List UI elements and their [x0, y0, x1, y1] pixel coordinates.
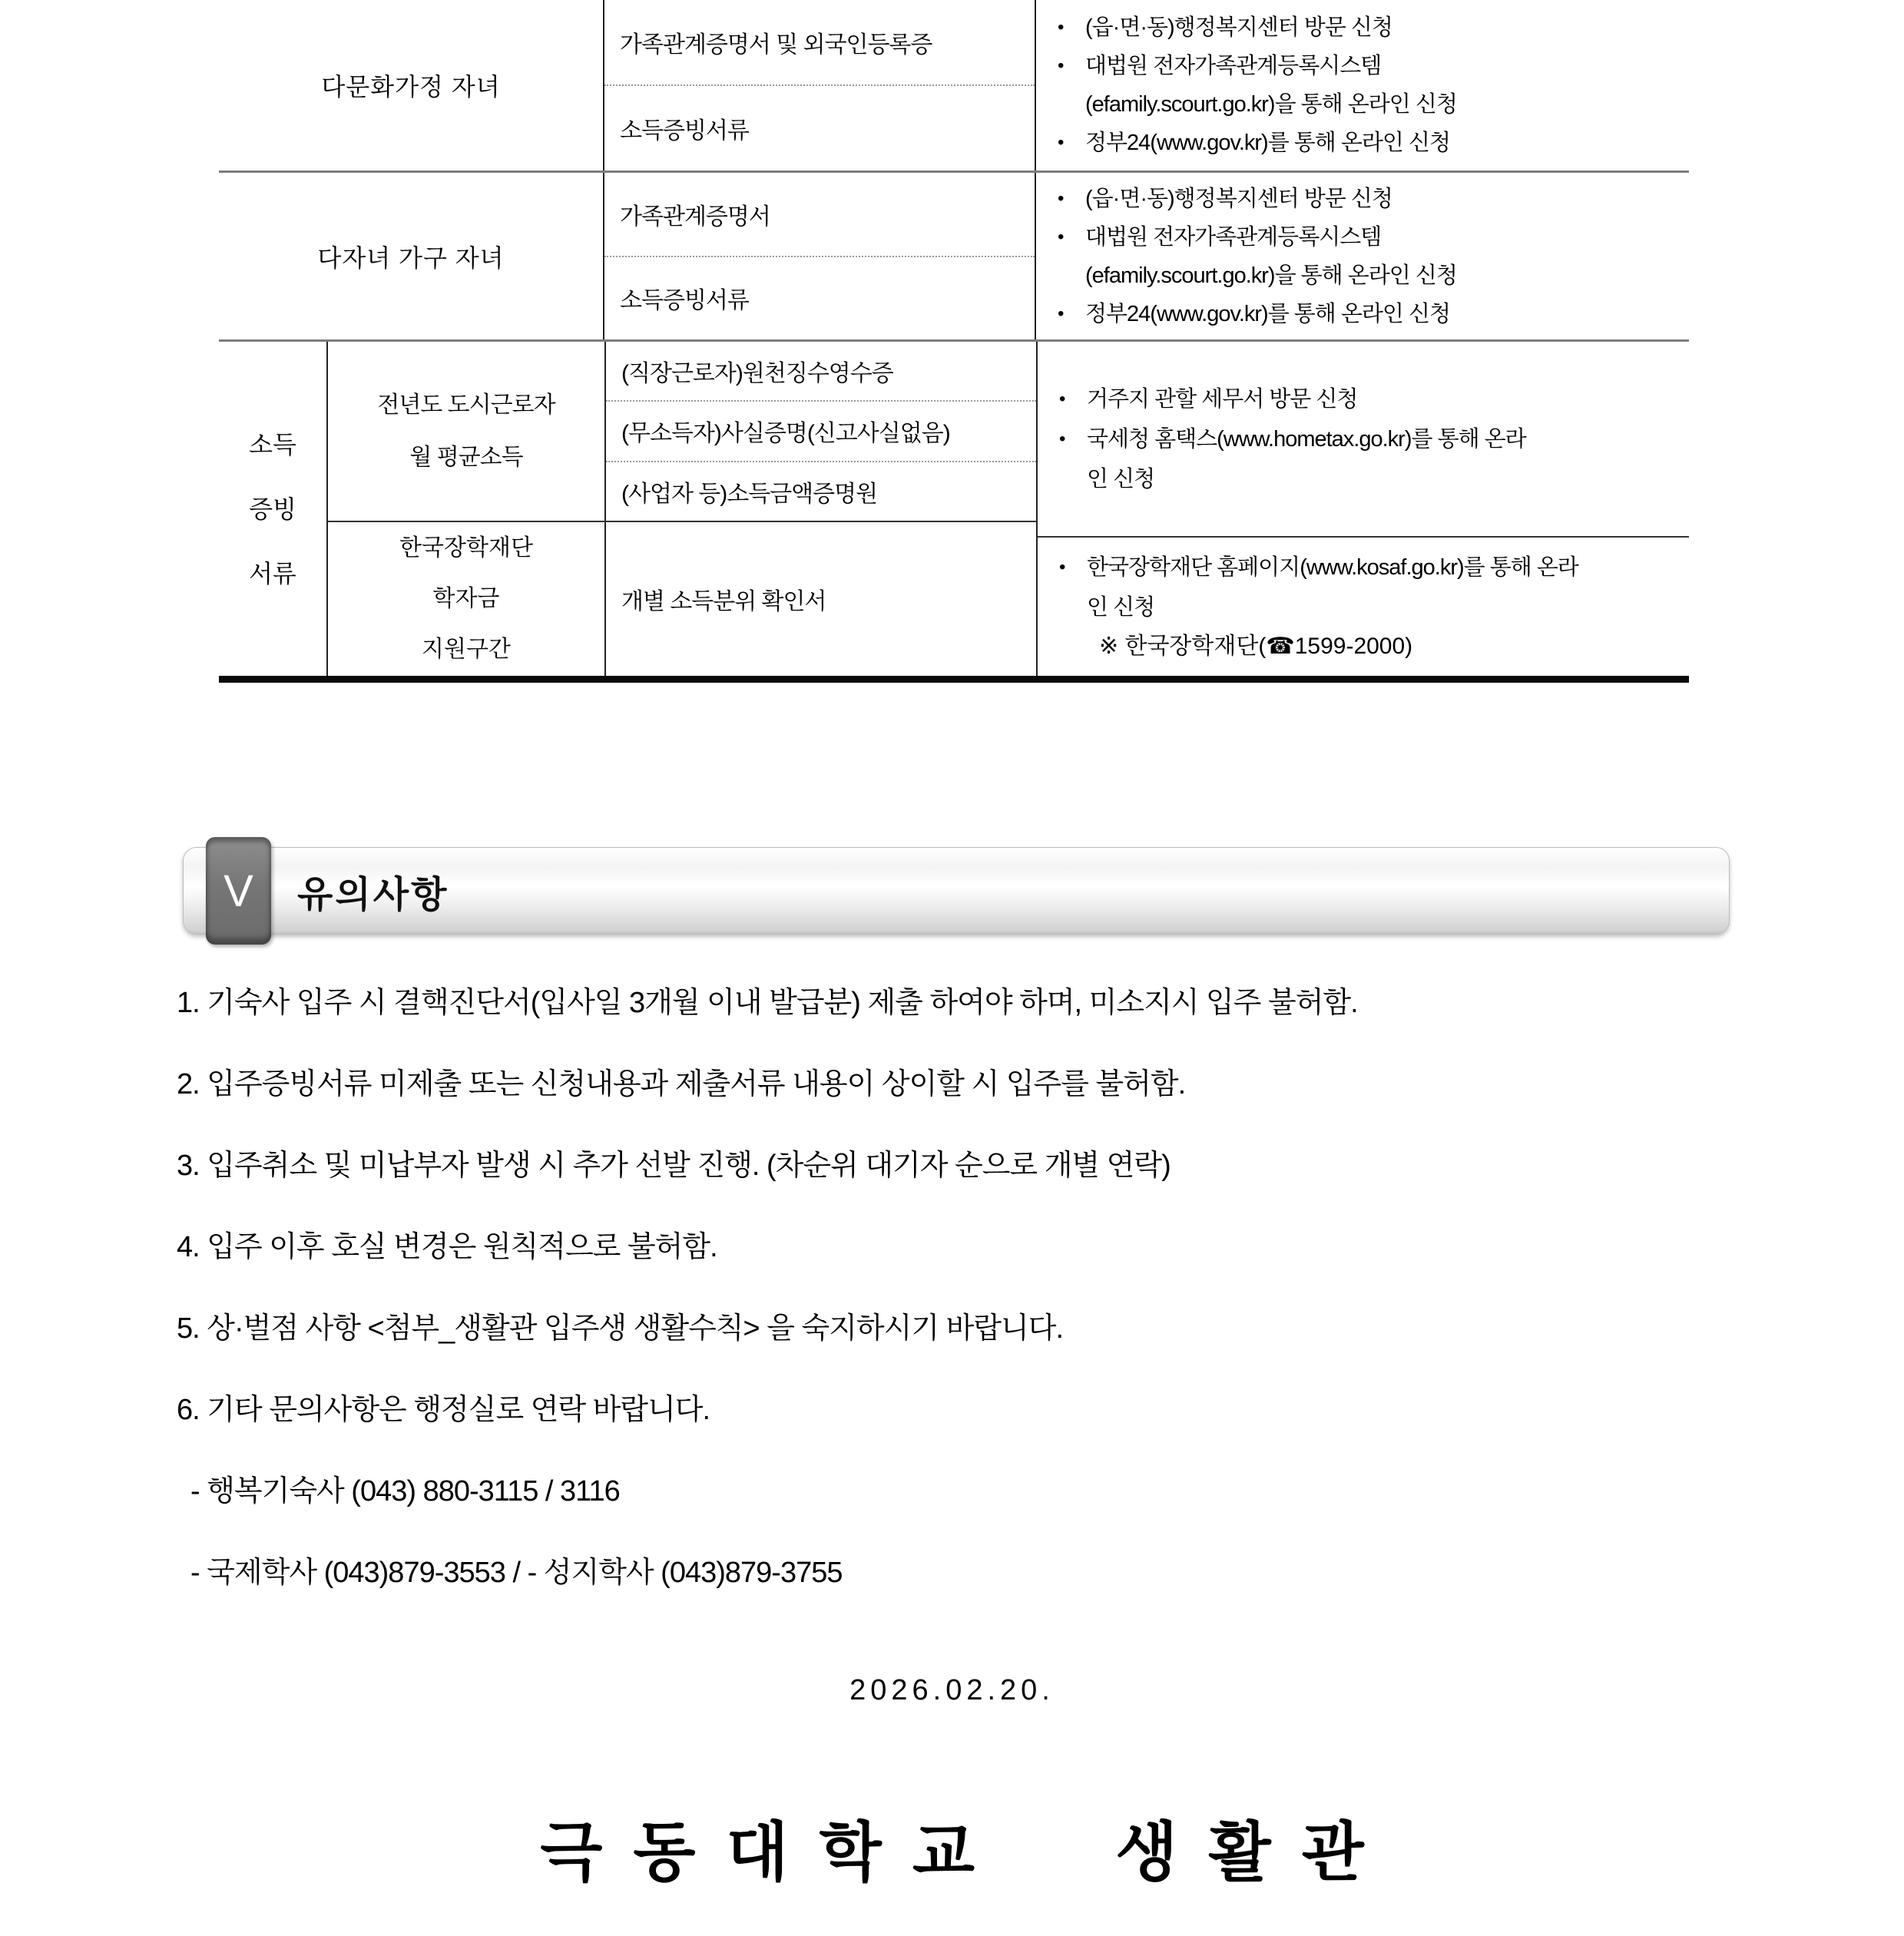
bullet-icon: • — [1058, 55, 1064, 76]
method-text: 거주지 관할 세무서 방문 신청 — [1087, 386, 1358, 412]
method-cell — [1038, 538, 1689, 676]
bullet-icon: • — [1058, 17, 1064, 38]
subcategory-line: 지원구간 — [422, 637, 511, 662]
document-cell: 개별 소득분위 확인서 — [621, 589, 826, 614]
table-row-multichild — [219, 173, 1689, 342]
method-text-continuation: 인 신청 — [1087, 466, 1155, 491]
method-text-continuation: (efamily.scourt.go.kr)을 통해 온라인 신청 — [1085, 92, 1457, 117]
method-cell — [1036, 173, 1689, 339]
bullet-icon: • — [1058, 303, 1064, 324]
category-cell-vertical — [219, 342, 328, 676]
note-item-2: 2. 입주증빙서류 미제출 또는 신청내용과 제출서류 내용이 상이할 시 입주를 불허함. — [177, 1068, 1186, 1100]
category-cell: 다자녀 가구 자녀 — [317, 243, 505, 272]
section-header-notes — [183, 847, 1730, 935]
category-line: 소득 — [249, 430, 296, 458]
subrow-kosaf-bracket — [328, 522, 1036, 676]
method-text: 국세청 홈택스(www.hometax.go.kr)를 통해 온라 — [1087, 426, 1526, 452]
method-text: (읍·면·동)행정복지센터 방문 신청 — [1085, 186, 1392, 211]
method-line — [1058, 124, 1689, 162]
issuing-organization: 극동대학교 생활관 — [540, 1816, 1395, 1888]
bullet-icon: • — [1059, 428, 1065, 449]
section-index-tab: V — [206, 837, 271, 945]
bullet-icon: • — [1058, 226, 1064, 247]
method-text: 정부24(www.gov.kr)를 통해 온라인 신청 — [1085, 301, 1450, 326]
subrow-city-worker-income — [328, 342, 1036, 522]
method-line — [1058, 218, 1689, 256]
requirements-table — [219, 0, 1689, 683]
method-cell — [1038, 342, 1689, 538]
subcategory-cell — [328, 522, 606, 676]
method-text: 한국장학재단 홈페이지(www.kosaf.go.kr)를 통해 온라 — [1087, 555, 1578, 580]
method-line — [1058, 295, 1689, 333]
document-cell: (직장근로자)원천징수영수증 — [621, 361, 893, 387]
section-title: 유의사항 — [297, 874, 449, 915]
issue-date: 2026.02.20. — [849, 1674, 1055, 1706]
method-text: 대법원 전자가족관계등록시스템 — [1085, 54, 1382, 78]
document-cell: 가족관계증명서 — [620, 204, 770, 230]
note-item-3: 3. 입주취소 및 미납부자 발생 시 추가 선발 진행. (차순위 대기자 순으로 개별 연락) — [177, 1150, 1171, 1182]
method-line — [1058, 47, 1689, 85]
method-line — [1059, 379, 1689, 419]
method-line — [1059, 548, 1689, 587]
table-row-multicultural — [219, 0, 1689, 173]
table-row-income-proof — [219, 342, 1689, 676]
note-item-6: 6. 기타 문의사항은 행정실로 연락 바랍니다. — [177, 1394, 710, 1426]
document-cell: (사업자 등)소득금액증명원 — [606, 461, 1036, 521]
method-reference-note: ※ 한국장학재단(☎1599-2000) — [1099, 634, 1413, 659]
note-item-4: 4. 입주 이후 호실 변경은 원칙적으로 불허함. — [177, 1231, 717, 1263]
document-cell: 가족관계증명서 및 외국인등록증 — [620, 32, 932, 58]
method-text: 대법원 전자가족관계등록시스템 — [1085, 224, 1382, 250]
category-cell: 다문화가정 자녀 — [321, 73, 501, 101]
method-line — [1058, 180, 1689, 218]
subcategory-line: 학자금 — [432, 586, 500, 611]
bullet-icon: • — [1058, 132, 1064, 153]
method-line — [1058, 8, 1689, 47]
method-line — [1059, 419, 1689, 459]
method-cell — [1036, 0, 1689, 170]
note-item-1: 1. 기숙사 입주 시 결핵진단서(입사일 3개월 이내 발급분) 제출 하여야 하며, 미소지시 입주 불허함. — [177, 987, 1358, 1019]
document-cell-group — [603, 0, 1036, 170]
category-line: 증빙 — [249, 495, 296, 523]
bullet-icon: • — [1059, 557, 1065, 577]
notes-list — [177, 985, 1813, 1636]
category-line: 서류 — [249, 559, 296, 587]
note-item-5: 5. 상·벌점 사항 <첨부_생활관 입주생 생활수칙> 을 숙지하시기 바랍니다. — [177, 1312, 1063, 1345]
method-cell-stack — [1036, 342, 1689, 676]
subcategory-line: 전년도 도시근로자 — [377, 392, 555, 418]
subcategory-line: 한국장학재단 — [399, 535, 533, 561]
document-cell: 소득증빙서류 — [604, 84, 1035, 170]
document-cell-group — [606, 342, 1036, 521]
method-text-continuation: 인 신청 — [1087, 595, 1155, 620]
contact-line-happy-dorm: - 행복기숙사 (043) 880-3115 / 3116 — [190, 1475, 620, 1507]
document-cell: 소득증빙서류 — [604, 256, 1035, 340]
subcategory-stack — [328, 342, 1036, 676]
document-cell-group — [603, 173, 1036, 339]
method-text-continuation: (efamily.scourt.go.kr)을 통해 온라인 신청 — [1085, 263, 1457, 288]
subcategory-line: 월 평균소득 — [409, 444, 523, 470]
bullet-icon: • — [1058, 187, 1064, 209]
contact-line-international-seongji: - 국제학사 (043)879-3553 / - 성지학사 (043)879-3755 — [190, 1557, 843, 1589]
method-text: 정부24(www.gov.kr)를 통해 온라인 신청 — [1085, 131, 1450, 155]
bullet-icon: • — [1059, 388, 1065, 409]
method-text: (읍·면·동)행정복지센터 방문 신청 — [1085, 15, 1392, 40]
subcategory-cell — [328, 342, 606, 521]
document-cell: (무소득자)사실증명(신고사실없음) — [606, 400, 1036, 460]
